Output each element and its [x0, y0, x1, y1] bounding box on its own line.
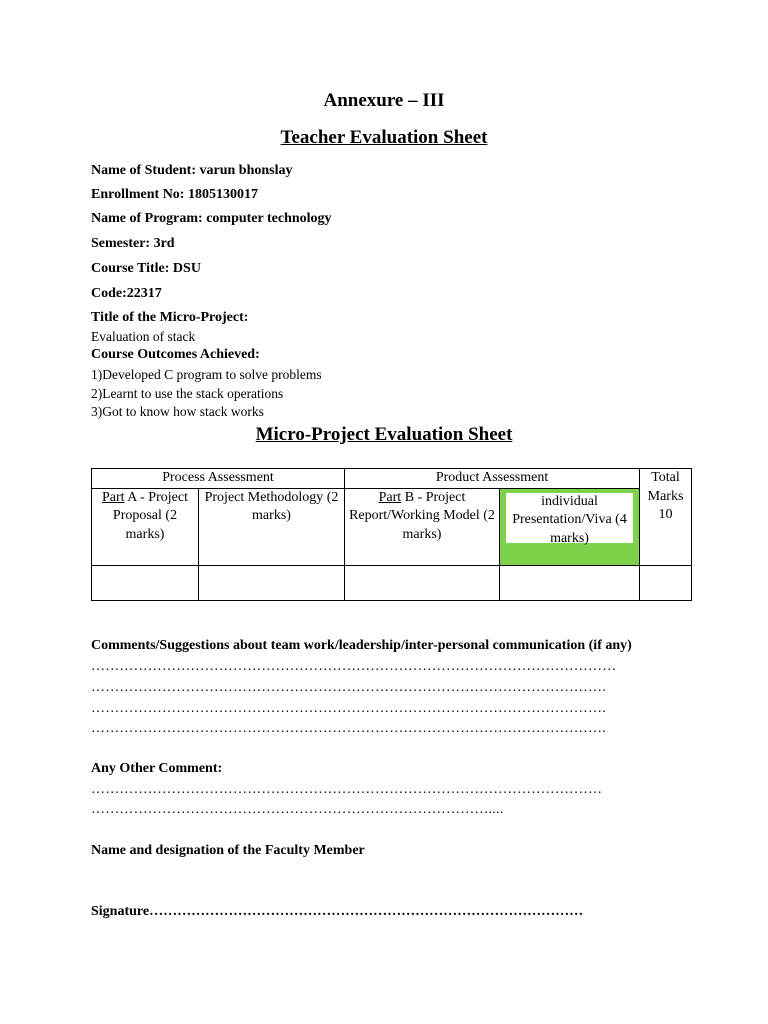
part-a-label: Part	[102, 489, 125, 505]
score-cell[interactable]	[345, 565, 500, 600]
part-b-label: Part	[378, 489, 402, 505]
outcome-item: 1)Developed C program to solve problems	[91, 367, 322, 382]
product-assessment-header: Product Assessment	[345, 469, 640, 489]
course-code: Code:22317	[91, 286, 162, 301]
comment-line[interactable]: ……………………………………………………………………………………………….	[91, 680, 606, 695]
semester: Semester: 3rd	[91, 236, 175, 251]
outcome-item: 2)Learnt to use the stack operations	[91, 386, 284, 401]
annexure-heading: Annexure – III	[323, 90, 445, 111]
outcome-item: 3)Got to know how stack works	[91, 404, 264, 419]
process-assessment-header: Process Assessment	[92, 469, 345, 489]
enrollment-number: Enrollment No: 1805130017	[91, 187, 258, 202]
score-cell[interactable]	[199, 565, 345, 600]
score-cell[interactable]	[500, 565, 640, 600]
other-comment-line[interactable]: ………………………………………………………………………………………………	[91, 782, 603, 797]
part-a-text: A - Project Proposal (2 marks)	[112, 489, 188, 542]
methodology-cell: Project Methodology (2 marks)	[199, 488, 345, 565]
course-title: Course Title: DSU	[91, 261, 201, 276]
program-name: Name of Program: computer technology	[91, 211, 332, 226]
comment-line[interactable]: ……………………………………………………………………………………………….	[91, 701, 606, 716]
total-marks-header: Total Marks 10	[640, 469, 692, 566]
outcomes-label: Course Outcomes Achieved:	[91, 347, 260, 362]
individual-presentation-label: individual Presentation/Viva (4 marks)	[506, 493, 633, 543]
student-name: Name of Student: varun bhonslay	[91, 163, 293, 178]
part-b-cell	[345, 488, 500, 565]
individual-presentation-cell	[500, 488, 640, 565]
micro-project-title: Evaluation of stack	[91, 329, 196, 344]
micro-project-label: Title of the Micro-Project:	[91, 310, 249, 325]
evaluation-table	[91, 468, 692, 601]
page-title: Teacher Evaluation Sheet	[280, 127, 488, 148]
other-comment-line[interactable]: …………………………………………………………………………....	[91, 802, 504, 817]
part-a-cell	[92, 488, 199, 565]
team-comments-label: Comments/Suggestions about team work/leadership/inter-personal communication (if any)	[91, 638, 632, 653]
comment-line[interactable]: …………………………………………………………………………………………………	[91, 659, 617, 674]
other-comment-label: Any Other Comment:	[91, 761, 223, 776]
faculty-label: Name and designation of the Faculty Member	[91, 843, 365, 858]
evaluation-title: Micro-Project Evaluation Sheet	[255, 424, 513, 445]
signature-line[interactable]: Signature…………………………………………………………………………………	[91, 904, 584, 919]
score-cell[interactable]	[640, 565, 692, 600]
part-b-text: B - Project Report/Working Model (2 marks)	[349, 489, 495, 542]
score-cell[interactable]	[92, 565, 199, 600]
comment-line[interactable]: ……………………………………………………………………………………………….	[91, 721, 606, 736]
